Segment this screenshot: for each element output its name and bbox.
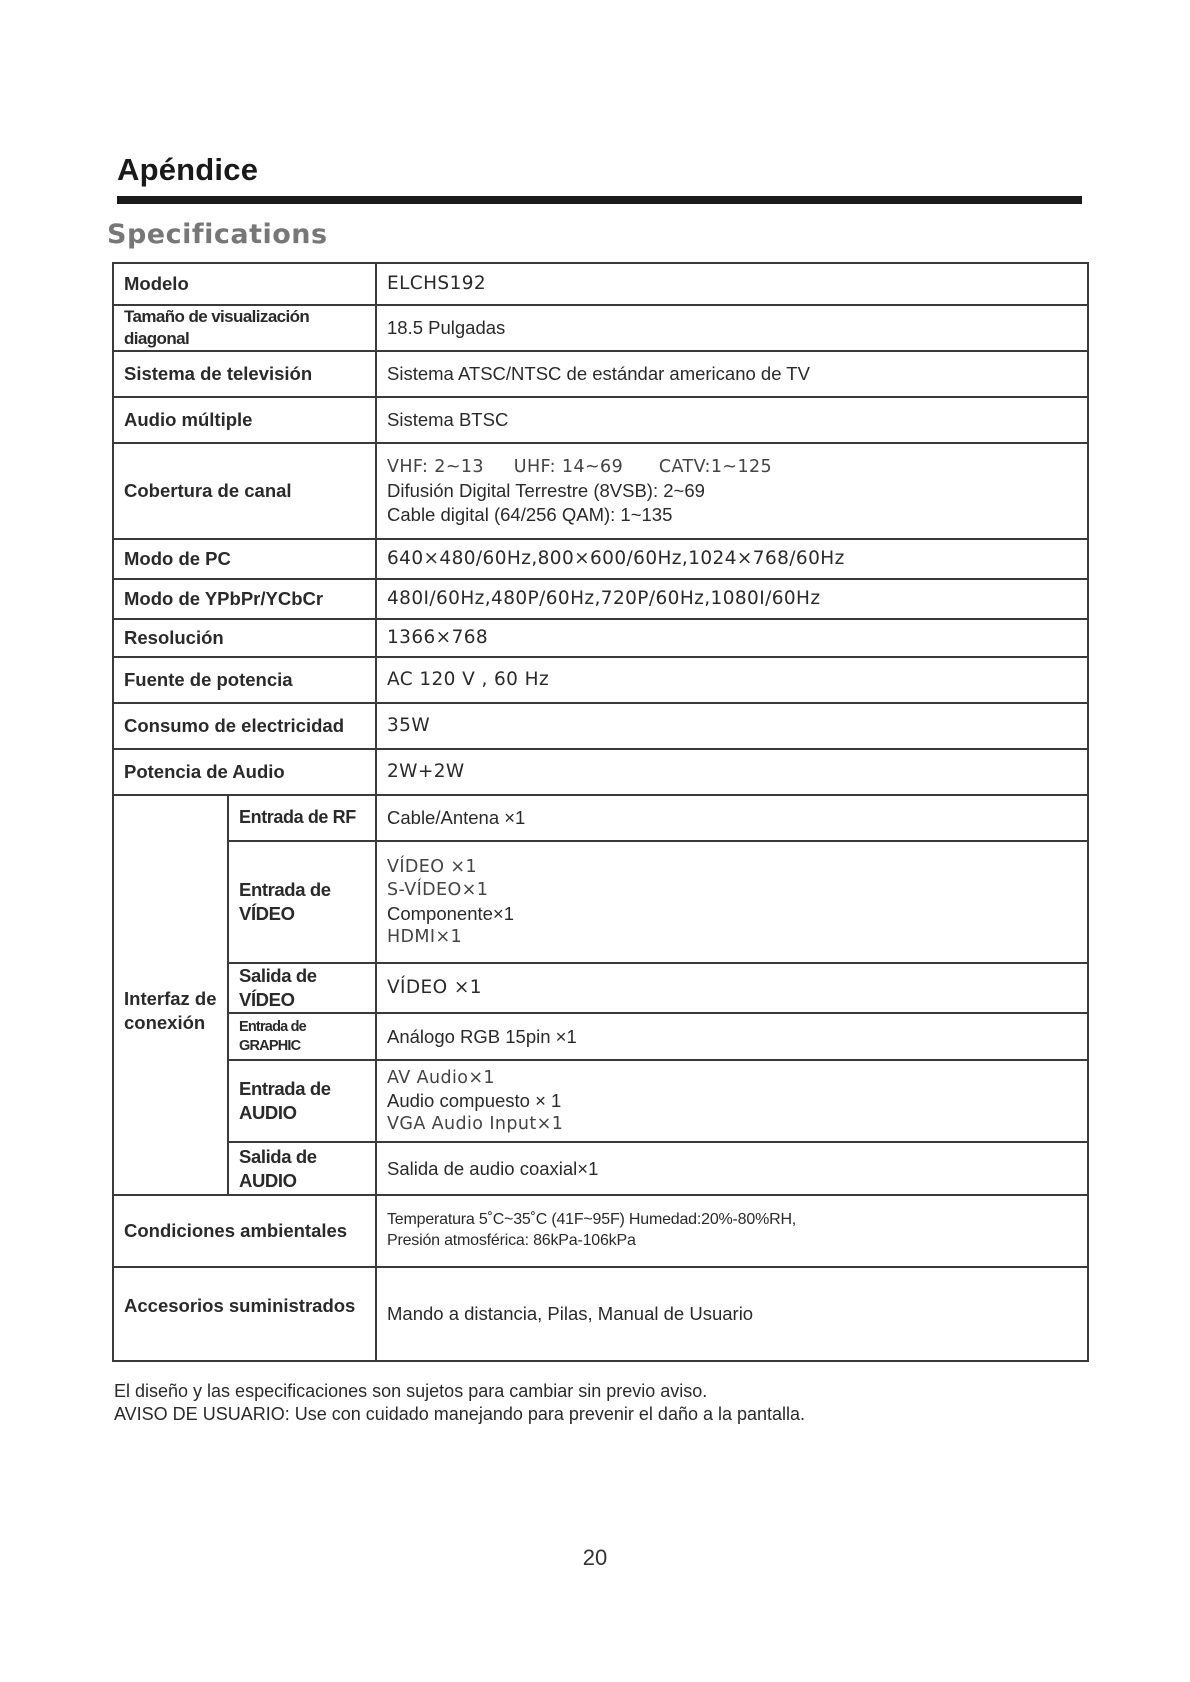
tv-system-value: Sistema ATSC/NTSC de estándar americano de TV [376, 351, 1088, 397]
tv-system-label: Sistema de televisión [113, 351, 376, 397]
audio-in-line-1: AV Audio×1 [387, 1067, 495, 1088]
channel-coverage-line-1: VHF: 2~13 UHF: 14~69 CATV:1~125 [387, 456, 773, 477]
section-title: Specifications [107, 219, 328, 250]
table-row [113, 795, 1088, 841]
video-in-label: Entrada de VÍDEO [228, 841, 376, 963]
table-row [113, 539, 1088, 579]
table-row [113, 1267, 1088, 1361]
table-row [113, 305, 1088, 351]
table-row [113, 619, 1088, 657]
channel-coverage-label: Cobertura de canal [113, 443, 376, 539]
table-row [113, 263, 1088, 305]
video-in-line-1: VÍDEO ×1 [387, 857, 477, 878]
audio-power-value: 2W+2W [376, 749, 1088, 795]
table-row [113, 703, 1088, 749]
audio-in-line-2: Audio compuesto × 1 [387, 1090, 562, 1112]
footer-note-1: El diseño y las especificaciones son sujetos para cambiar sin previo aviso. [114, 1381, 708, 1401]
footer-notes [114, 1380, 805, 1426]
table-row [113, 749, 1088, 795]
table-row [113, 1060, 1088, 1142]
audio-in-line-3: VGA Audio Input×1 [387, 1114, 564, 1135]
heading-rule [117, 196, 1082, 204]
audio-in-value [376, 1060, 1088, 1142]
channel-coverage-line-3: Cable digital (64/256 QAM): 1~135 [387, 503, 673, 525]
rf-in-value: Cable/Antena ×1 [376, 795, 1088, 841]
page-number: 20 [582, 1545, 608, 1570]
table-row [113, 841, 1088, 963]
environment-label: Condiciones ambientales [113, 1195, 376, 1267]
accessories-label: Accesorios suministrados [113, 1267, 376, 1361]
power-consumption-label: Consumo de electricidad [113, 703, 376, 749]
table-row [113, 397, 1088, 443]
audio-power-label: Potencia de Audio [113, 749, 376, 795]
ypbpr-mode-label: Modo de YPbPr/YCbCr [113, 579, 376, 619]
specifications-table [112, 262, 1089, 1362]
interface-label-line-1: Interfaz de [124, 988, 217, 1010]
environment-line-2: Presión atmosférica: 86kPa-106kPa [387, 1232, 636, 1250]
table-row [113, 351, 1088, 397]
page-heading: Apéndice [117, 152, 259, 187]
video-in-line-3: Componente×1 [387, 902, 515, 924]
video-out-value: VÍDEO ×1 [376, 963, 1088, 1013]
multi-audio-value: Sistema BTSC [376, 397, 1088, 443]
power-source-label: Fuente de potencia [113, 657, 376, 703]
table-row [113, 1195, 1088, 1267]
power-consumption-value: 35W [376, 703, 1088, 749]
video-in-value [376, 841, 1088, 963]
model-label: Modelo [113, 263, 376, 305]
video-in-line-4: HDMI×1 [387, 926, 463, 947]
model-value: ELCHS192 [376, 263, 1088, 305]
audio-out-label: Salida de AUDIO [228, 1142, 376, 1195]
channel-coverage-value [376, 443, 1088, 539]
environment-line-1: Temperatura 5˚C~35˚C (41F~95F) Humedad:20%-80%RH, [387, 1211, 797, 1229]
ypbpr-mode-value: 480I/60Hz,480P/60Hz,720P/60Hz,1080I/60Hz [376, 579, 1088, 619]
audio-in-label: Entrada de AUDIO [228, 1060, 376, 1142]
pc-mode-label: Modo de PC [113, 539, 376, 579]
interface-label [113, 795, 228, 1195]
table-row [113, 657, 1088, 703]
table-row [113, 443, 1088, 539]
pc-mode-value: 640×480/60Hz,800×600/60Hz,1024×768/60Hz [376, 539, 1088, 579]
resolution-value: 1366×768 [376, 619, 1088, 657]
table-row [113, 1013, 1088, 1060]
graphic-in-label: Entrada de GRAPHIC [228, 1013, 376, 1060]
interface-label-line-2: conexión [124, 1012, 206, 1034]
footer-note-2: AVISO DE USUARIO: Use con cuidado manejando para prevenir el daño a la pantalla. [114, 1404, 806, 1424]
table-row [113, 579, 1088, 619]
diagonal-value: 18.5 Pulgadas [376, 305, 1088, 351]
table-row [113, 1142, 1088, 1195]
accessories-value: Mando a distancia, Pilas, Manual de Usuario [376, 1267, 1088, 1361]
rf-in-label: Entrada de RF [228, 795, 376, 841]
multi-audio-label: Audio múltiple [113, 397, 376, 443]
graphic-in-value: Análogo RGB 15pin ×1 [376, 1013, 1088, 1060]
resolution-label: Resolución [113, 619, 376, 657]
table-row [113, 963, 1088, 1013]
diagonal-label: Tamaño de visualización diagonal [113, 305, 376, 351]
video-in-line-2: S-VÍDEO×1 [387, 879, 489, 900]
power-source-value: AC 120 V , 60 Hz [376, 657, 1088, 703]
environment-value [376, 1195, 1088, 1267]
channel-coverage-line-2: Difusión Digital Terrestre (8VSB): 2~69 [387, 479, 705, 501]
video-out-label: Salida de VÍDEO [228, 963, 376, 1013]
audio-out-value: Salida de audio coaxial×1 [376, 1142, 1088, 1195]
